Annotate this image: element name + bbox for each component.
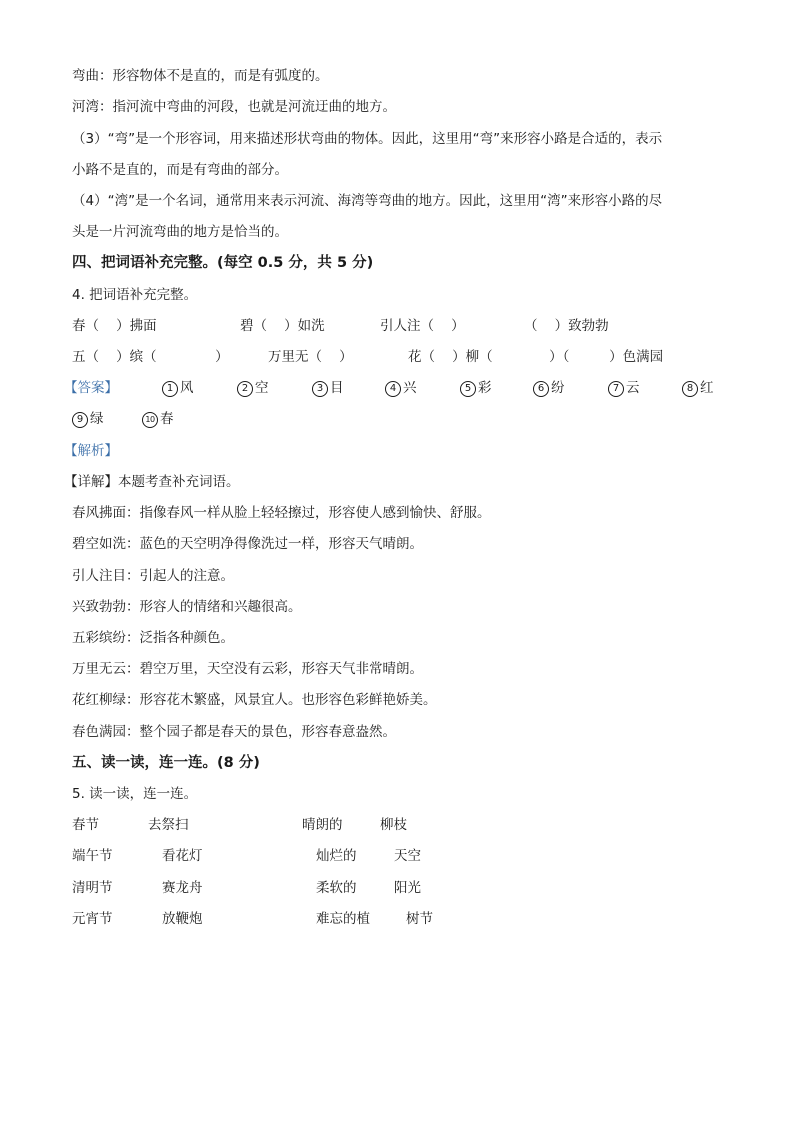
activity-item: 去祭扫: [148, 817, 189, 833]
activity-item: 看花灯: [162, 848, 203, 864]
answer-item: 8 红: [682, 378, 714, 398]
fill-blank-item: 引人注（ ）: [380, 318, 465, 334]
activity-item: 放鞭炮: [162, 911, 203, 927]
answer-item: 6 纷: [533, 378, 565, 398]
text-line: （3）“弯”是一个形容词，用来描述形状弯曲的物体。因此，这里用“弯”来形容小路是合适的，表示: [72, 131, 663, 147]
fill-blank-item: （ ）致勃勃: [524, 318, 609, 334]
fill-blank-item: 春（ ）拂面: [72, 318, 157, 334]
analysis-tag: 【解析】: [64, 443, 118, 459]
holiday-item: 清明节: [72, 880, 113, 896]
adjective-item: 难忘的植: [316, 911, 370, 927]
explanation-line: 五彩缤纷：泛指各种颜色。: [72, 630, 234, 646]
explanation-line: 春色满园：整个园子都是春天的景色，形容春意盎然。: [72, 724, 396, 740]
answer-item: 1 风: [162, 378, 194, 398]
section-heading: 五、读一读，连一连。(8 分): [72, 755, 260, 771]
text-line: 头是一片河流弯曲的地方是恰当的。: [72, 224, 288, 240]
noun-item: 柳枝: [380, 817, 407, 833]
noun-item: 天空: [394, 848, 421, 864]
fill-blank-item: 五（ ）缤（: [72, 349, 157, 365]
fill-blank-item: 碧（ ）如洗: [240, 318, 325, 334]
detail-tag: 【详解】: [64, 474, 118, 490]
explanation-line: 引人注目：引起人的注意。: [72, 568, 234, 584]
answer-tag: 【答案】: [64, 380, 118, 396]
explanation-line: 花红柳绿：形容花木繁盛，风景宜人。也形容色彩鲜艳娇美。: [72, 692, 437, 708]
explanation-line: 万里无云：碧空万里，天空没有云彩，形容天气非常晴朗。: [72, 661, 423, 677]
detail-text: 本题考查补充词语。: [118, 474, 240, 490]
answer-item: 4 兴: [385, 378, 417, 398]
answer-item: 2 空: [237, 378, 269, 398]
text-line: 河湾：指河流中弯曲的河段，也就是河流迂曲的地方。: [72, 99, 396, 115]
detail-line: [64, 472, 240, 492]
holiday-item: 春节: [72, 817, 99, 833]
answer-item: 10 春: [142, 409, 174, 429]
fill-blank-item: ）（: [549, 349, 570, 365]
text-line: （4）“湾”是一个名词，通常用来表示河流、海湾等弯曲的地方。因此，这里用“湾”来形容小路的尽: [72, 193, 663, 209]
fill-blank-item: 花（ ）柳（: [408, 349, 493, 365]
adjective-item: 晴朗的: [302, 817, 343, 833]
noun-item: 树节: [406, 911, 433, 927]
noun-item: 阳光: [394, 880, 421, 896]
text-line: 小路不是直的，而是有弯曲的部分。: [72, 162, 288, 178]
question-title: 5. 读一读，连一连。: [72, 786, 198, 802]
adjective-item: 灿烂的: [316, 848, 357, 864]
section-heading: 四、把词语补充完整。(每空 0.5 分，共 5 分): [72, 255, 374, 271]
activity-item: 赛龙舟: [162, 880, 203, 896]
answer-item: 5 彩: [460, 378, 492, 398]
answer-item: 7 云: [608, 378, 640, 398]
explanation-line: 碧空如洗：蓝色的天空明净得像洗过一样，形容天气晴朗。: [72, 536, 423, 552]
question-title: 4. 把词语补充完整。: [72, 287, 198, 303]
holiday-item: 端午节: [72, 848, 113, 864]
explanation-line: 春风拂面：指像春风一样从脸上轻轻擦过，形容使人感到愉快、舒服。: [72, 505, 491, 521]
text-line: 弯曲：形容物体不是直的，而是有弧度的。: [72, 68, 329, 84]
fill-blank-item: 万里无（ ）: [268, 349, 353, 365]
explanation-line: 兴致勃勃：形容人的情绪和兴趣很高。: [72, 599, 302, 615]
fill-blank-item: ）: [215, 349, 229, 365]
fill-blank-item: ）色满园: [609, 349, 664, 365]
adjective-item: 柔软的: [316, 880, 357, 896]
answer-item: 9 绿: [72, 409, 104, 429]
holiday-item: 元宵节: [72, 911, 113, 927]
answer-item: 3 目: [312, 378, 344, 398]
